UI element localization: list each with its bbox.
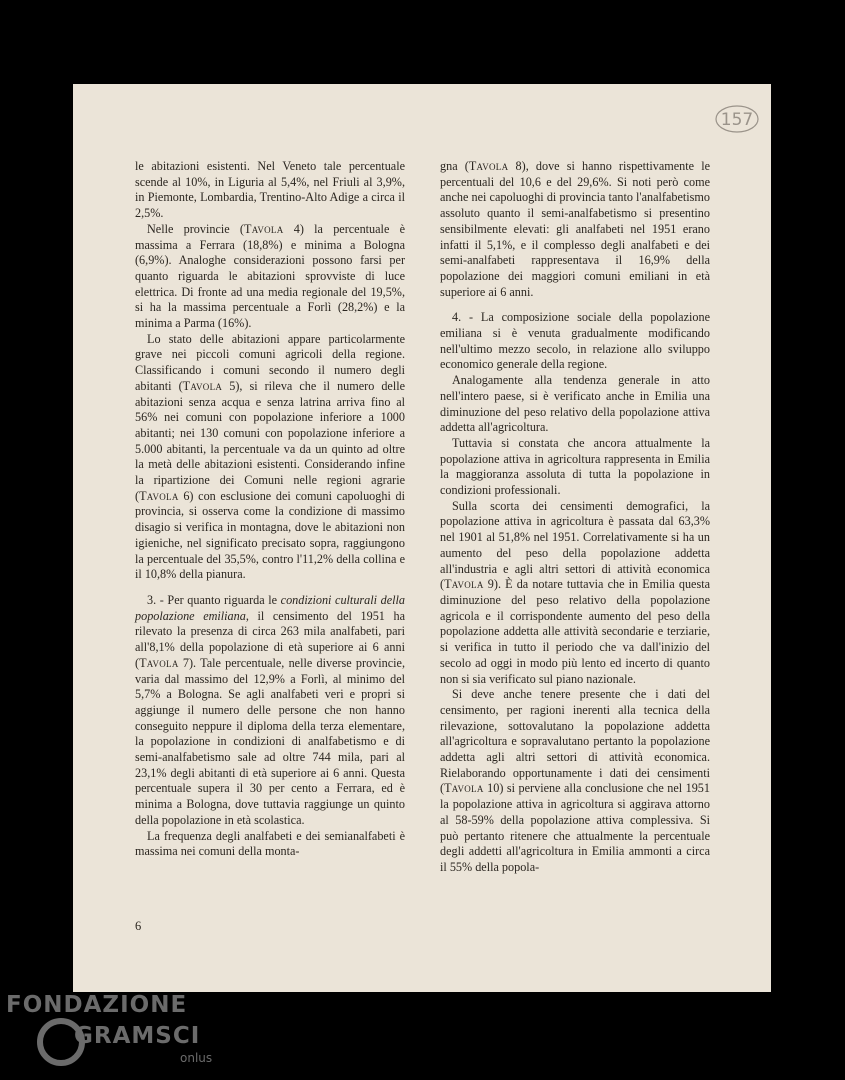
fondazione-gramsci-watermark — [6, 990, 266, 1075]
paragraph — [135, 593, 405, 829]
table-reference: Tavola — [468, 159, 509, 173]
table-reference: Tavola — [243, 221, 284, 236]
paragraph — [135, 159, 405, 222]
text-run: 8), dove si hanno rispettivamente le percentuali del 10,6 e del 29,6%. Si noti però come anche nei capoluoghi di provincia tanto l'analfabetismo assoluto quanto il semi-analfabetismo si presentino sensibilmente elevati: gli analfabeti nel 1951 erano infatti il 5,1%, e il complesso degli analfabeti e dei semi-analfabeti rappresentava il 16,9% della popolazione dei maggiori comuni emiliani in età superiore ai 6 anni. — [440, 159, 711, 299]
left-column — [135, 159, 405, 860]
text-run: La frequenza degli analfabeti e dei semianalfabeti è massima nei comuni della monta- — [135, 828, 405, 859]
paragraph — [135, 829, 405, 860]
watermark-line1: FONDAZIONE — [6, 992, 188, 1018]
text-run: Sulla scorta dei censimenti demografici, la popolazione attiva in agricoltura è passata dal 63,3% nel 1901 al 51,8% nel 1951. Correlativamente si ha un aumento del peso della popolazione addetta all'industria e agli altri settori di attività economica ( — [440, 498, 710, 592]
text-run: 9). È da notare tuttavia che in Emilia questa diminuzione del peso relativo della popolazione agricola e il corrispondente aumento del peso della popolazione addetta alle attività secondarie e terziarie, si verifica in tutto il periodo che va dall'inizio del secolo ad oggi in modo più lento ed incerto di quanto non si sia verificato sul piano nazionale. — [440, 577, 710, 686]
text-run: Si deve anche tenere presente che i dati del censimento, per ragioni inerenti alla tecnica della rilevazione, sottovalutano la popolazione addetta all'agricoltura e sopravalutano pertanto la popolazione addetta agli altri settori di attività economica. Rielaborando opportunamente i dati dei censimenti ( — [440, 687, 710, 796]
watermark-line3: onlus — [180, 1051, 213, 1065]
paragraph — [135, 222, 405, 332]
text-run: 4) la percentuale è massima a Ferrara (18,8%) e minima a Bologna (6,9%). Analoghe considerazioni possono farsi per quanto riguarda le abitazioni sprovviste di luce elettrica. Di fronte ad una media regionale del 19,5%, si ha la massima percentuale a Forlì (28,2%) e la minima a Parma (16%). — [135, 221, 405, 331]
text-run: , il censimento del 1951 ha rilevato la presenza di circa 263 mila analfabeti, pari all'8,1% della popolazione di età superiore ai 6 anni ( — [135, 608, 405, 670]
text-run: 10) si perviene alla conclusione che nel 1951 la popolazione attiva in agricoltura si aggirava attorno al 58-59% della popolazione attiva complessiva. Si può pertanto ritenere che attualmente la percentuale degli addetti all'agricoltura in Emilia ammonti a circa il 55% della popola- — [440, 781, 710, 874]
page-number: 6 — [135, 919, 142, 933]
table-reference: Tavola — [444, 781, 484, 796]
paragraph — [135, 332, 405, 583]
paragraph — [440, 499, 710, 687]
table-reference: Tavola — [444, 577, 484, 592]
text-run: 4. - La composizione sociale della popolazione emiliana si è venuta gradualmente modificando nell'ultimo mezzo secolo, in relazione allo sviluppo economico generale della regione. — [440, 310, 710, 372]
table-reference: Tavola — [139, 488, 179, 503]
paragraph — [440, 373, 710, 436]
table-reference: Tavola — [139, 655, 179, 670]
paragraph — [440, 310, 710, 373]
text-run: Lo stato delle abitazioni appare particolarmente grave nei piccoli comuni agricoli della regione. Classificando i comuni secondo il numero degli abitanti ( — [135, 331, 405, 393]
text-run: 5), si rileva che il numero delle abitazioni senza acqua e senza latrina arriva fino al 56% nei comuni con popolazione inferiore a 1000 abitanti; nei 130 comuni con popolazione inferiore a 5.000 abitanti, la percentuale va da un quinto ad oltre la metà delle abitazioni esistenti. Considerando infine la ripartizione dei Comuni nelle regioni agrarie ( — [135, 378, 405, 503]
emphasis-text: condizioni culturali della popolazione emiliana — [135, 592, 405, 623]
text-run: Nelle provincie ( — [147, 221, 244, 236]
text-run: 7). Tale percentuale, nelle diverse provincie, varia dal massimo del 12,9% a Forlì, al minimo del 5,7% a Bologna. Se agli analfabeti veri e propri si aggiunge il numero delle persone che non hanno conseguito neppure il diploma della terza elementare, la popolazione in condizioni di analfabetismo e di semi-analfabetismo sale ad oltre 744 mila, pari al 23,1% degli abitanti di età superiore ai 6 anni. Questa percentuale supera il 30 per cento a Ferrara, ed è minima a Bologna, dove tuttavia raggiunge un quinto della popolazione in età scolastica. — [135, 655, 405, 827]
text-run: Tuttavia si constata che ancora attualmente la popolazione attiva in agricoltura rappresenta in Emilia la maggioranza assoluta di tutta la popolazione in condizioni professionali. — [440, 435, 710, 498]
paragraph — [440, 436, 710, 499]
text-run: gna ( — [440, 159, 469, 173]
text-run: Analogamente alla tendenza generale in atto nell'intero paese, si è verificato anche in Emilia una diminuzione del peso relativo della popolazione attiva addetta all'agricoltura. — [440, 373, 710, 435]
text-run: 3. - Per quanto riguarda le — [147, 592, 281, 607]
archive-number: 157 — [720, 110, 754, 130]
paragraph — [440, 159, 710, 300]
paragraph — [440, 687, 710, 875]
archive-number-stamp — [713, 102, 761, 136]
text-run: le abitazioni esistenti. Nel Veneto tale percentuale scende al 10%, in Liguria al 5,4%, nel Friuli al 3,9%, in Piemonte, Lombardia, Trentino-Alto Adige a circa il 2,5%. — [135, 159, 405, 221]
right-column — [440, 159, 710, 876]
text-run: 6) con esclusione dei comuni capoluoghi di provincia, si osserva come la condizione di massimo disagio si verifica in montagna, dove le abitazioni non igieniche, nel significato precisato sopra, raggiungono la percentuale del 35,5%, contro l'11,2% della collina e il 10,8% della pianura. — [135, 488, 405, 582]
document-page — [73, 84, 771, 992]
table-reference: Tavola — [182, 378, 223, 393]
watermark-line2: GRAMSCI — [74, 1023, 201, 1049]
